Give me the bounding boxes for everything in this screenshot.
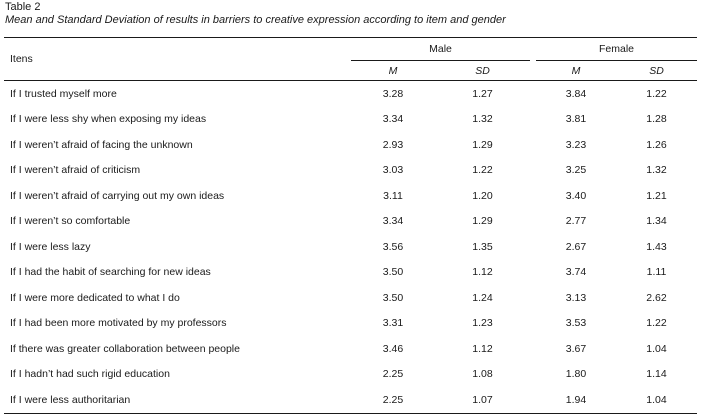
- male-sd-value: 1.23: [472, 317, 493, 330]
- female-mean-value: 3.13: [565, 291, 587, 304]
- male-mean-value: 3.46: [382, 342, 404, 355]
- male-sd-value: 1.29: [472, 138, 493, 151]
- male-mean-value: 3.31: [382, 317, 404, 330]
- items-column-header: Itens: [4, 38, 351, 81]
- female-group-header: Female: [536, 38, 697, 61]
- female-sd-value: 1.34: [646, 215, 667, 228]
- table-number: Table 2: [5, 1, 41, 13]
- male-sd-value: 1.12: [472, 266, 493, 279]
- male-mean-value: 3.28: [382, 87, 404, 100]
- male-sd-value: 1.22: [472, 164, 493, 177]
- item-label: If I were less lazy: [10, 240, 91, 253]
- table-row: [4, 285, 697, 311]
- male-sd-value: 1.20: [472, 189, 493, 202]
- female-sd-value: 1.28: [646, 113, 667, 126]
- male-mean-value: 2.25: [382, 368, 404, 381]
- item-label: If I were more dedicated to what I do: [10, 291, 180, 304]
- male-sd-value: 1.32: [472, 113, 493, 126]
- table-row: [4, 107, 697, 133]
- table-row: [4, 132, 697, 158]
- female-sd-value: 1.11: [646, 266, 667, 279]
- table-row: [4, 158, 697, 184]
- female-sd-value: 1.26: [646, 138, 667, 151]
- female-mean-value: 3.53: [565, 317, 587, 330]
- female-mean-value: 3.74: [565, 266, 587, 279]
- female-mean-value: 2.77: [565, 215, 587, 228]
- item-label: If I weren’t afraid of carrying out my own ideas: [10, 189, 225, 202]
- table-row: [4, 234, 697, 260]
- female-sd-value: 1.04: [616, 387, 697, 413]
- female-mean-value: 3.81: [565, 113, 587, 126]
- female-sd-header: SD: [616, 61, 697, 81]
- table-row: [4, 260, 697, 286]
- female-mean-value: 3.84: [565, 87, 587, 100]
- male-sd-value: 1.24: [472, 291, 493, 304]
- female-mean-value: 3.67: [565, 342, 587, 355]
- female-sd-value: 1.14: [646, 368, 667, 381]
- male-sd-value: 1.07: [435, 387, 530, 413]
- item-label: If I had been more motivated by my professors: [10, 317, 227, 330]
- table-row: [4, 209, 697, 235]
- male-mean-value: 3.50: [382, 266, 404, 279]
- female-sd-value: 1.22: [646, 317, 667, 330]
- table-body: [4, 81, 697, 414]
- item-label: If there was greater collaboration between people: [10, 342, 240, 355]
- female-sd-value: 1.43: [646, 240, 667, 253]
- table-row: [4, 387, 697, 413]
- item-label: If I hadn’t had such rigid education: [10, 368, 170, 381]
- table-title: Mean and Standard Deviation of results in barriers to creative expression according to item and gender: [5, 14, 506, 26]
- female-sd-value: 2.62: [646, 291, 667, 304]
- item-label: If I weren’t afraid of criticism: [10, 164, 141, 177]
- male-group-header: Male: [351, 38, 530, 61]
- results-table: [4, 37, 697, 414]
- male-mean-value: 2.25: [351, 387, 435, 413]
- male-mean-header: M: [351, 61, 435, 81]
- item-label: If I weren’t so comfortable: [10, 215, 131, 228]
- table-row: [4, 81, 697, 107]
- female-mean-header: M: [536, 61, 616, 81]
- table-row: [4, 311, 697, 337]
- male-sd-value: 1.08: [472, 368, 493, 381]
- male-mean-value: 2.93: [382, 138, 404, 151]
- female-mean-value: 3.40: [565, 189, 587, 202]
- female-mean-value: 3.23: [565, 138, 587, 151]
- female-sd-value: 1.22: [646, 87, 667, 100]
- item-label: If I trusted myself more: [10, 87, 117, 100]
- item-label: If I were less shy when exposing my ideas: [10, 113, 207, 126]
- table-row: [4, 183, 697, 209]
- female-sd-value: 1.21: [646, 189, 667, 202]
- male-mean-value: 3.03: [382, 164, 404, 177]
- female-sd-value: 1.04: [646, 342, 667, 355]
- male-mean-value: 3.34: [382, 215, 404, 228]
- male-sd-value: 1.12: [472, 342, 493, 355]
- item-label: If I were less authoritarian: [4, 387, 351, 413]
- male-sd-value: 1.29: [472, 215, 493, 228]
- male-sd-value: 1.27: [472, 87, 493, 100]
- female-mean-value: 1.94: [536, 387, 616, 413]
- male-mean-value: 3.56: [382, 240, 404, 253]
- item-label: If I weren’t afraid of facing the unknown: [10, 138, 193, 151]
- female-mean-value: 1.80: [565, 368, 587, 381]
- male-mean-value: 3.34: [382, 113, 404, 126]
- female-sd-value: 1.32: [646, 164, 667, 177]
- table-row: [4, 362, 697, 388]
- male-mean-value: 3.50: [382, 291, 404, 304]
- item-label: If I had the habit of searching for new ideas: [10, 266, 211, 279]
- male-sd-header: SD: [435, 61, 530, 81]
- table-row: [4, 336, 697, 362]
- male-sd-value: 1.35: [472, 240, 493, 253]
- female-mean-value: 3.25: [565, 164, 587, 177]
- female-mean-value: 2.67: [565, 240, 587, 253]
- male-mean-value: 3.11: [383, 189, 403, 202]
